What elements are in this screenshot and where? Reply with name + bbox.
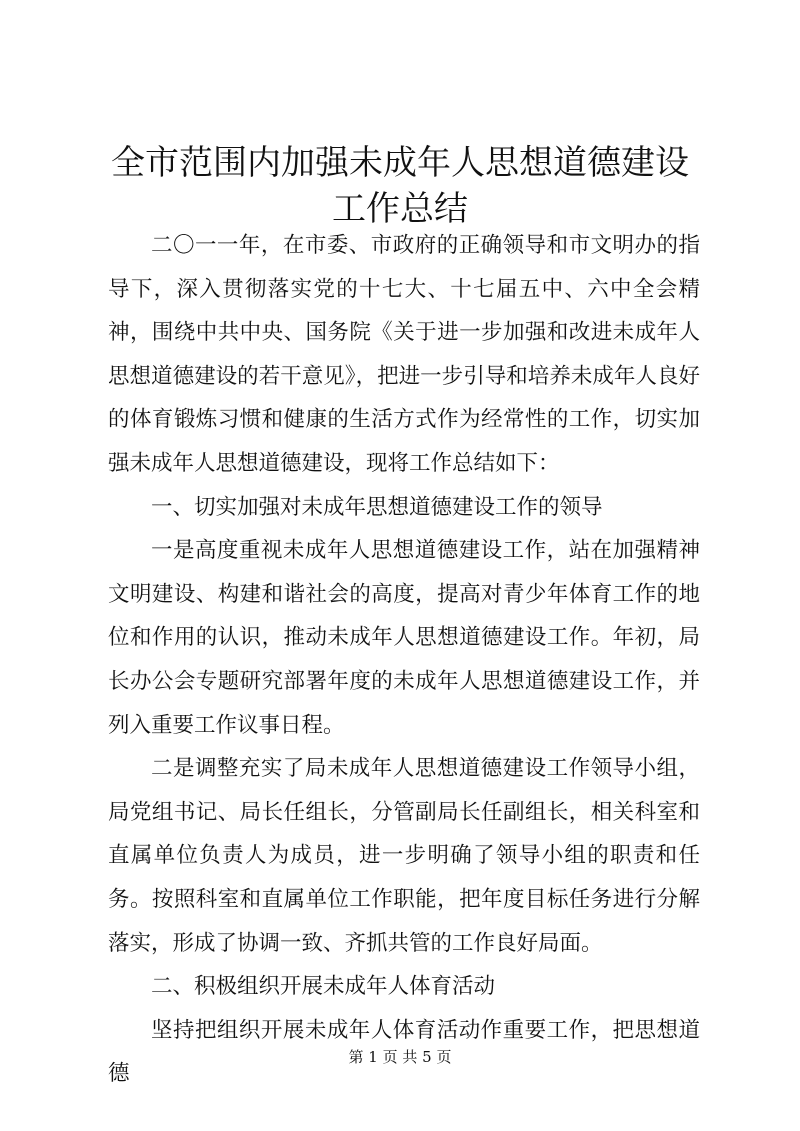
- body-paragraph-2: 二是调整充实了局未成年人思想道德建设工作领导小组，局党组书记、局长任组长，分管副局长任副组长，相关科室和直属单位负责人为成员，进一步明确了领导小组的职责和任务。按照科室和直属单位工作职能，把年度目标任务进行分解落实，形成了协调一致、齐抓共管的工作良好局面。: [108, 756, 700, 956]
- page-footer: 第 1 页 共 5 页: [348, 1048, 452, 1066]
- document-body: [108, 224, 700, 1096]
- document-title: 全市范围内加强未成年人思想道德建设工作总结: [111, 143, 689, 229]
- body-paragraph-1: 一是高度重视未成年人思想道德建设工作，站在加强精神文明建设、构建和谐社会的高度，提高对青少年体育工作的地位和作用的认识，推动未成年人思想道德建设工作。年初，局长办公会专题研究部署年度的未成年人思想道德建设工作，并列入重要工作议事日程。: [108, 538, 700, 738]
- body-paragraph-3: 坚持把组织开展未成年人体育活动作重要工作，把思想道德: [108, 1017, 700, 1087]
- section-heading-2: 二、积极组织开展未成年人体育活动: [151, 974, 496, 1000]
- intro-paragraph: 二〇一一年，在市委、市政府的正确领导和市文明办的指导下，深入贯彻落实党的十七大、十七届五中、六中全会精神，围绕中共中央、国务院《关于进一步加强和改进未成年人思想道德建设的若干意见》，把进一步引导和培养未成年人良好的体育锻炼习惯和健康的生活方式作为经常性的工作，切实加强未成年人思想道德建设，现将工作总结如下：: [108, 233, 700, 476]
- section-heading-1: 一、切实加强对未成年思想道德建设工作的领导: [151, 494, 603, 520]
